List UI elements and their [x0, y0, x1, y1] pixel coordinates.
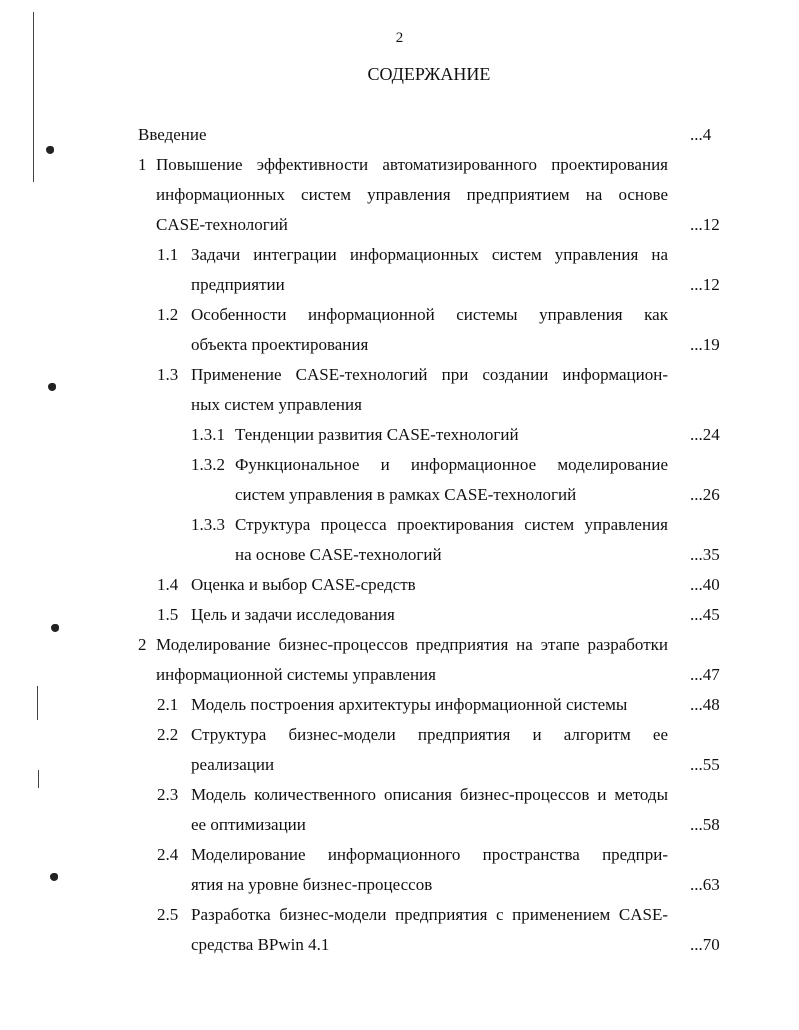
toc-entry-section-1-3[interactable] [0, 360, 799, 390]
toc-entry-title: Повышение эффективности автоматизированного проектирования [156, 155, 668, 174]
toc-entry-number: 1.2 [157, 305, 179, 324]
toc-entry-page: ...19 [690, 335, 720, 354]
toc-entry-number: 1.3.2 [191, 455, 225, 474]
toc-entry-title: Моделирование информационного пространства предпри- [191, 845, 668, 864]
margin-scan-line [37, 686, 38, 720]
toc-entry-section-2-3[interactable] [0, 780, 799, 810]
toc-entry-number: 1 [138, 155, 147, 174]
toc-entry-section-1-4[interactable] [0, 570, 799, 600]
toc-entry-number: 2.2 [157, 725, 179, 744]
toc-entry-title: реализации [191, 755, 275, 774]
toc-entry-number: 1.5 [157, 605, 179, 624]
toc-entry-section-2-1[interactable] [0, 690, 799, 720]
toc-entry-continuation [0, 810, 799, 840]
toc-entry-section-2-2[interactable] [0, 720, 799, 750]
binding-hole-mark [50, 873, 58, 881]
toc-entry-title: ных систем управления [191, 395, 362, 414]
toc-entry-section-1-3-3[interactable] [0, 510, 799, 540]
toc-entry-number: 2.3 [157, 785, 179, 804]
toc-entry-page: ...40 [690, 575, 720, 594]
toc-entry-section-2-5[interactable] [0, 900, 799, 930]
toc-entry-continuation [0, 540, 799, 570]
toc-entry-title: Оценка и выбор CASE-средств [191, 575, 416, 594]
toc-entry-page: ...4 [690, 125, 712, 144]
toc-entry-number: 1.3.1 [191, 425, 225, 444]
toc-entry-section-2-4[interactable] [0, 840, 799, 870]
toc-entry-title: ее оптимизации [191, 815, 306, 834]
toc-entry-continuation [0, 750, 799, 780]
binding-hole-mark [46, 146, 54, 154]
toc-entry-number: 1.3.3 [191, 515, 225, 534]
toc-entry-section-1-3-2[interactable] [0, 450, 799, 480]
toc-entry-title: Цель и задачи исследования [191, 605, 395, 624]
toc-entry-continuation [0, 270, 799, 300]
toc-entry-chapter-1[interactable] [0, 150, 799, 180]
toc-entry-number: 1.3 [157, 365, 179, 384]
toc-entry-title: объекта проектирования [191, 335, 369, 354]
toc-entry-continuation [0, 660, 799, 690]
toc-entry-continuation [0, 870, 799, 900]
toc-entry-page: ...26 [690, 485, 720, 504]
toc-entry-title: Особенности информационной системы управления как [191, 305, 668, 324]
toc-entry-section-1-5[interactable] [0, 600, 799, 630]
toc-entry-continuation [0, 390, 799, 420]
toc-entry-number: 2.1 [157, 695, 179, 714]
toc-entry-page: ...70 [690, 935, 720, 954]
toc-entry-page: ...24 [690, 425, 720, 444]
toc-entry-page: ...47 [690, 665, 720, 684]
toc-entry-number: 1.1 [157, 245, 179, 264]
toc-entry-number: 1.4 [157, 575, 179, 594]
toc-entry-section-1-1[interactable] [0, 240, 799, 270]
toc-entry-page: ...48 [690, 695, 720, 714]
toc-entry-page: ...35 [690, 545, 720, 564]
toc-entry-title: на основе CASE-технологий [235, 545, 442, 564]
toc-entry-title: Модель построения архитектуры информационной системы [191, 695, 628, 714]
toc-entry-page: ...63 [690, 875, 720, 894]
toc-entry-title: Модель количественного описания бизнес-процессов и методы [191, 785, 668, 804]
page-number: 2 [395, 30, 404, 46]
toc-entry-introduction[interactable] [0, 120, 799, 150]
toc-entry-page: ...55 [690, 755, 720, 774]
toc-entry-title: информационной системы управления [156, 665, 436, 684]
toc-entry-continuation [0, 210, 799, 240]
toc-entry-title: информационных систем управления предприятием на основе [156, 185, 668, 204]
binding-hole-mark [48, 383, 56, 391]
toc-entry-title: Введение [138, 125, 207, 144]
toc-entry-continuation [0, 180, 799, 210]
toc-entry-title: средства BPwin 4.1 [191, 935, 330, 954]
toc-entry-page: ...58 [690, 815, 720, 834]
toc-entry-title: предприятии [191, 275, 285, 294]
toc-entry-title: Разработка бизнес-модели предприятия с применением CASE- [191, 905, 668, 924]
toc-entry-continuation [0, 930, 799, 960]
margin-scan-line [38, 770, 39, 788]
toc-entry-number: 2.4 [157, 845, 179, 864]
toc-entry-section-1-3-1[interactable] [0, 420, 799, 450]
toc-entry-continuation [0, 480, 799, 510]
toc-entry-chapter-2[interactable] [0, 630, 799, 660]
toc-entry-title: CASE-технологий [156, 215, 288, 234]
toc-entry-number: 2.5 [157, 905, 179, 924]
page-title: СОДЕРЖАНИЕ [367, 64, 491, 84]
margin-scan-line [33, 12, 34, 182]
binding-hole-mark [51, 624, 59, 632]
toc-entry-title: Тенденции развития CASE-технологий [235, 425, 519, 444]
toc-entry-title: Моделирование бизнес-процессов предприятия на этапе разработки [156, 635, 668, 654]
toc-entry-title: Структура бизнес-модели предприятия и алгоритм ее [191, 725, 668, 744]
toc-entry-section-1-2[interactable] [0, 300, 799, 330]
toc-entry-title: систем управления в рамках CASE-технологий [235, 485, 577, 504]
toc-entry-continuation [0, 330, 799, 360]
toc-entry-title: ятия на уровне бизнес-процессов [191, 875, 433, 894]
toc-entry-title: Функциональное и информационное моделирование [235, 455, 668, 474]
table-of-contents [0, 120, 799, 1000]
toc-entry-title: Задачи интеграции информационных систем управления на [191, 245, 668, 264]
toc-entry-title: Структура процесса проектирования систем управления [235, 515, 668, 534]
toc-entry-number: 2 [138, 635, 147, 654]
toc-entry-page: ...45 [690, 605, 720, 624]
toc-entry-page: ...12 [690, 215, 720, 234]
toc-entry-page: ...12 [690, 275, 720, 294]
toc-entry-title: Применение CASE-технологий при создании информацион- [191, 365, 668, 384]
